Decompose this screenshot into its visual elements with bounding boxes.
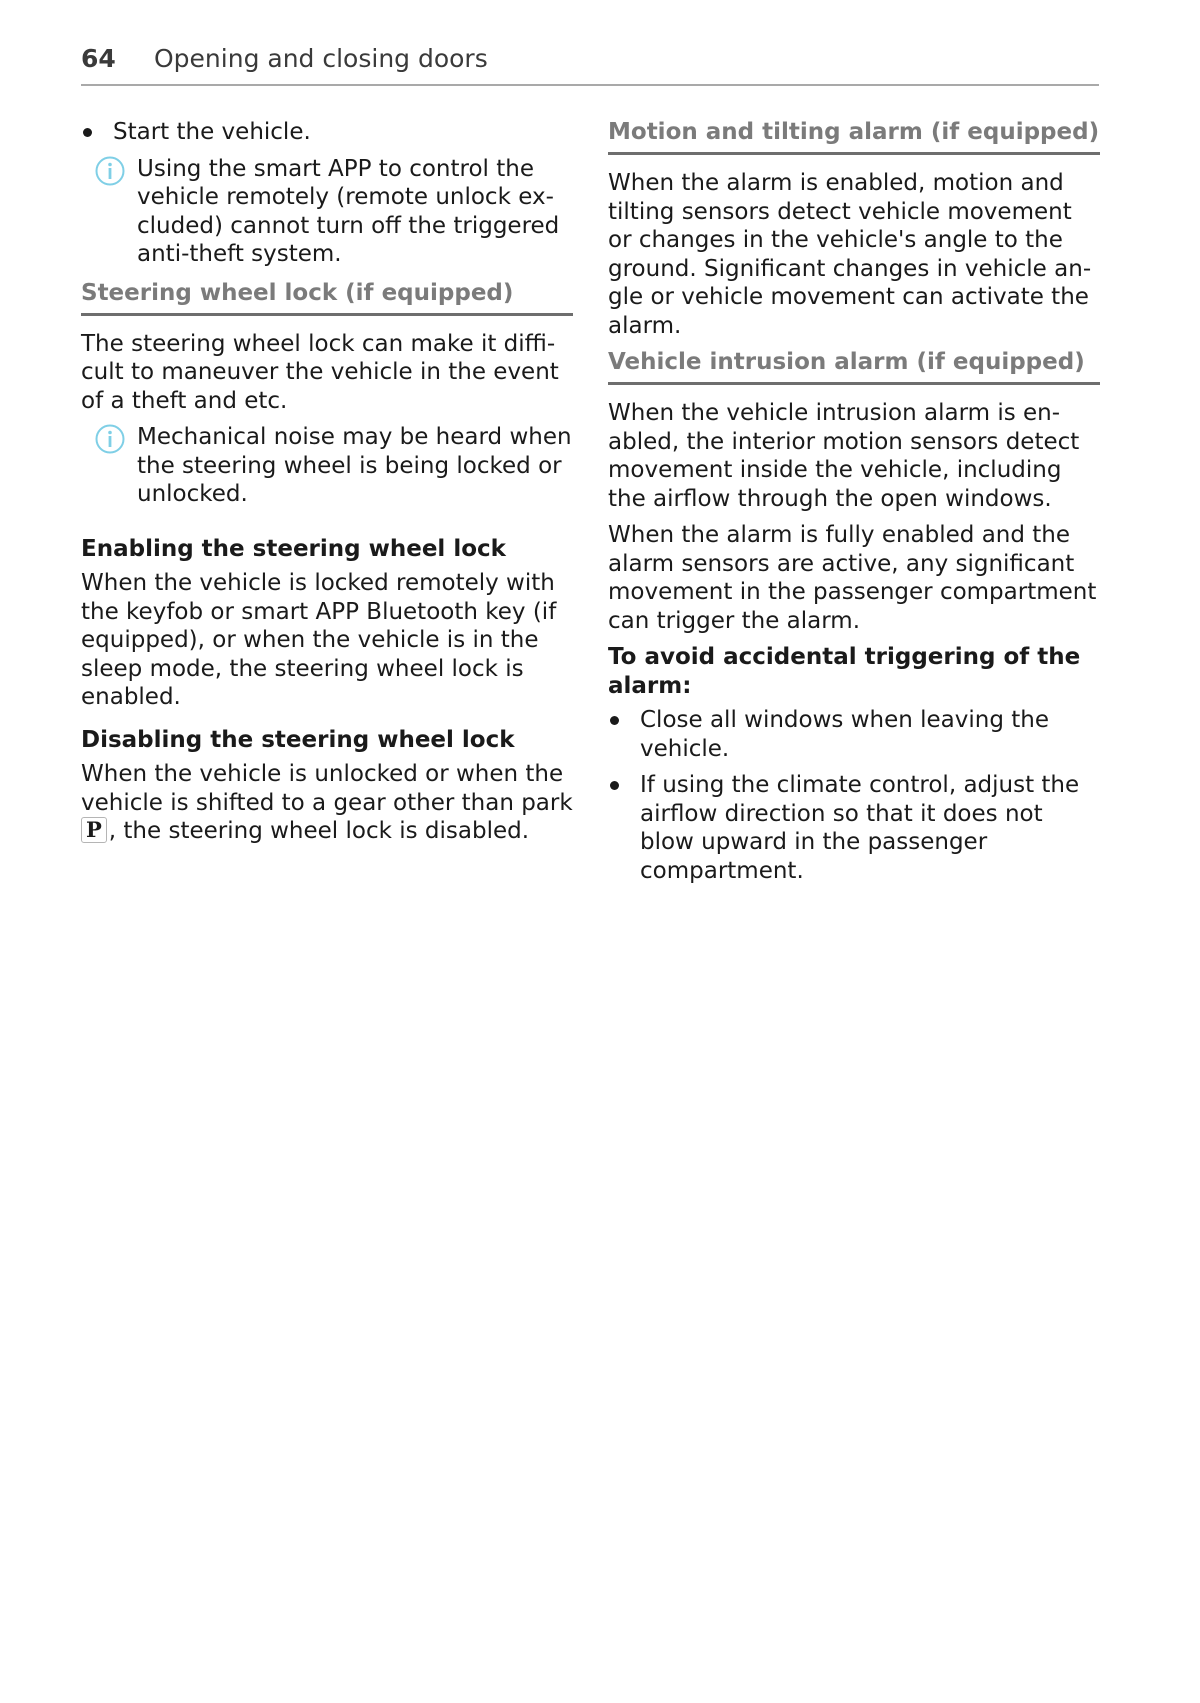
page-header <box>81 44 1099 86</box>
page-number: 64 <box>81 44 116 73</box>
info-icon <box>95 424 125 454</box>
section-heading-motion-alarm: Motion and tilting alarm (if equipped) <box>608 118 1100 155</box>
bullet-close-windows <box>608 706 1100 763</box>
note-text: Mechanical noise may be heard when the steering wheel is being locked or unlocked. <box>137 424 572 507</box>
bullet-dot-icon <box>610 781 619 790</box>
bullet-text: If using the climate control, adjust the airflow direction so that it does not blow upward in the passenger compartment. <box>640 772 1080 884</box>
disabling-text-start: When the vehicle is unlocked or when the vehicle is shifted to a gear other than park <box>81 761 573 816</box>
bullet-climate-control <box>608 771 1100 885</box>
gear-park-symbol: P <box>81 817 107 843</box>
paragraph-intrusion-1: When the vehicle intrusion alarm is enabled, the interior motion sensors detect movement inside the vehicle, including the airflow through the open windows. <box>608 400 1080 512</box>
paragraph-steering-lock: The steering wheel lock can make it difficult to maneuver the vehicle in the event of a theft and etc. <box>81 330 559 414</box>
info-icon <box>95 156 125 186</box>
bullet-start-vehicle <box>81 118 573 147</box>
section-heading-intrusion-alarm: Vehicle intrusion alarm (if equipped) <box>608 348 1100 385</box>
subheading-enabling: Enabling the steering wheel lock <box>81 535 506 562</box>
header-title: Opening and closing doors <box>154 44 488 73</box>
bullet-dot-icon <box>83 128 92 137</box>
subheading-disabling: Disabling the steering wheel lock <box>81 726 515 753</box>
bullet-text: Start the vehicle. <box>113 119 311 145</box>
right-column <box>608 118 1100 893</box>
paragraph-disabling <box>81 760 573 846</box>
note-mechanical-noise <box>81 423 573 509</box>
note-text: Using the smart APP to control the vehicle remotely (remote unlock excluded) cannot turn off the triggered anti-theft system. <box>137 155 560 267</box>
subheading-avoid-triggering: To avoid accidental triggering of the alarm: <box>608 644 1081 699</box>
disabling-text-end: , the steering wheel lock is disabled. <box>108 818 530 844</box>
paragraph-enabling: When the vehicle is locked remotely with the keyfob or smart APP Bluetooth key (if equipped), or when the vehicle is in the sleep mode, the steering wheel lock is enabled. <box>81 570 557 710</box>
left-column <box>81 118 573 854</box>
note-smart-app <box>81 155 573 269</box>
bullet-dot-icon <box>610 716 619 725</box>
paragraph-motion-alarm: When the alarm is enabled, motion and tilting sensors detect vehicle movement or changes in the vehicle's angle to the ground. Significant changes in vehicle angle or vehicle movement can activate the alarm. <box>608 170 1092 339</box>
paragraph-intrusion-2: When the alarm is fully enabled and the alarm sensors are active, any significant movement in the passenger compartment can trigger the alarm. <box>608 522 1097 634</box>
section-heading-steering-lock: Steering wheel lock (if equipped) <box>81 279 573 316</box>
bullet-text: Close all windows when leaving the vehicle. <box>640 707 1050 762</box>
